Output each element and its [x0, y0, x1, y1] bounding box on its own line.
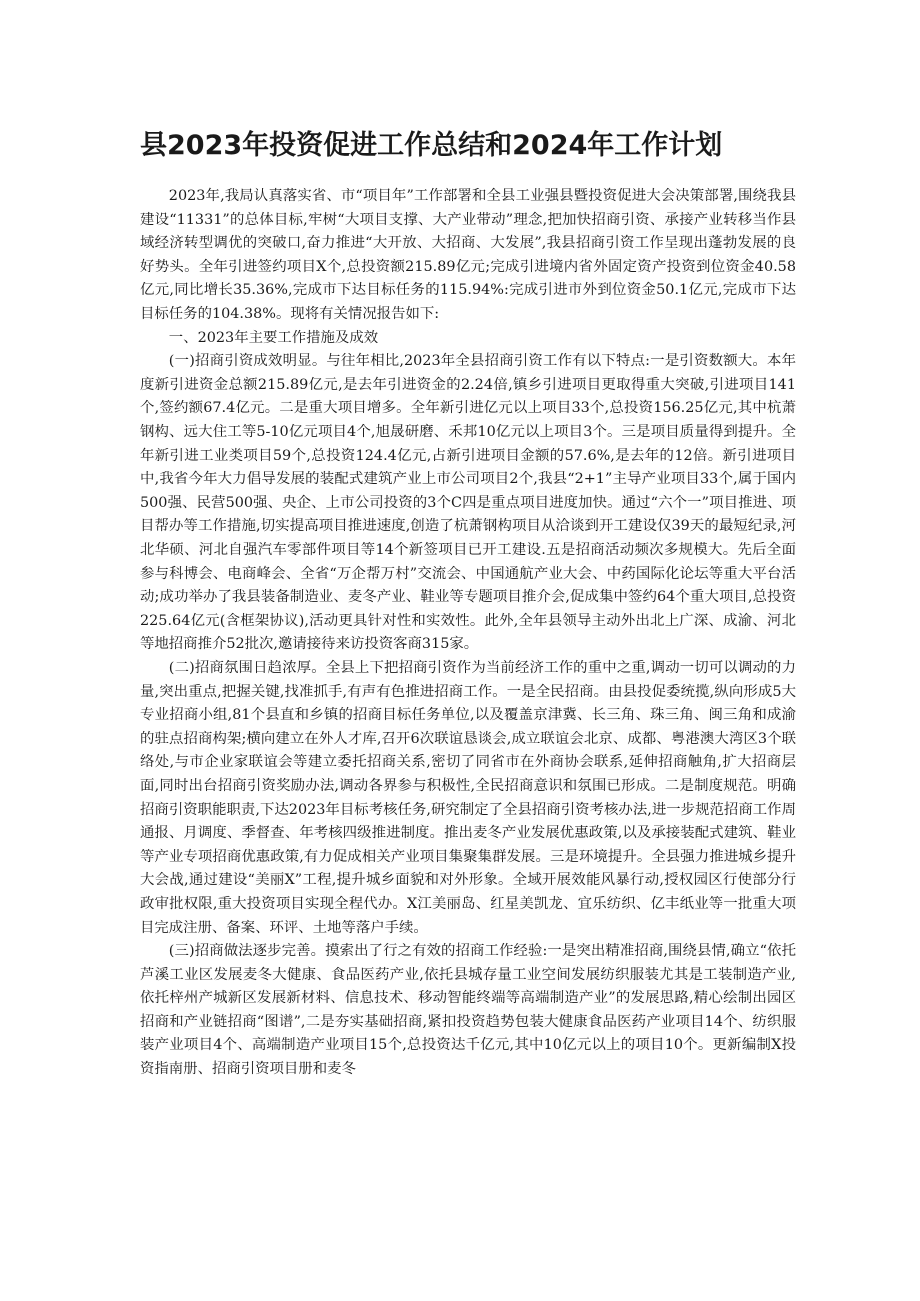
document-title: 县2023年投资促进工作总结和2024年工作计划: [140, 130, 723, 161]
section-heading: 一、2023年主要工作措施及成效: [168, 329, 379, 346]
body-paragraph-1: (一)招商引资成效明显。与往年相比,2023年全县招商引资工作有以下特点:一是引资数额大。本年度新引进资金总额215.89亿元,是去年引进资金的2.24倍,镇乡引进项目更取得重大突破,引进项目141个,签约额67.4亿元。二是重大项目增多。全年新引进亿元以上项目33个,总投资156.25亿元,其中杭萧钢构、远大住工等5-10亿元项目4个,旭晟研磨、禾邦10亿元以上项目3个。三是项目质量得到提升。全年新引进工业类项目59个,总投资124.4亿元,占新引进项目金额的57.6%,是去年的12倍。新引进项目中,我省今年大力倡导发展的装配式建筑产业上市公司项目2个,我县“2+1”主导产业项目33个,属于国内500强、民营500强、央企、上市公司投资的3个C四是重点项目进度加快。通过“六个一”项目推进、项目帮办等工作措施,切实提高项目推进速度,创造了杭萧钢构项目从洽谈到开工建设仅39天的最短纪录,河北华硕、河北自强汽车零部件项目等14个新签项目已开工建设.五是招商活动频次多规模大。先后全面参与科博会、电商峰会、全省“万企帮万村”交流会、中国通航产业大会、中药国际化论坛等重大平台活动;成功举办了我县装备制造业、麦冬产业、鞋业等专题项目推介会,促成集中签约64个重大项目,总投资225.64亿元(含框架协议),活动更具针对性和实效性。此外,全年县领导主动外出北上广深、成渝、河北等地招商推介52批次,邀请接待来访投资客商315家。: [140, 353, 796, 653]
body-paragraph-2: (二)招商氛围日趋浓厚。全县上下把招商引资作为当前经济工作的重中之重,调动一切可以调动的力量,突出重点,把握关键,找准抓手,有声有色推进招商工作。一是全民招商。由县投促委统揽,纵向形成5大专业招商小组,81个县直和乡镇的招商目标任务单位,以及覆盖京津冀、长三角、珠三角、闽三角和成渝的驻点招商构架;横向建立在外人才库,召开6次联谊恳谈会,成立联谊会北京、成都、粤港澳大湾区3个联络处,与市企业家联谊会等建立委托招商关系,密切了同省市在外商协会联系,延伸招商触角,扩大招商层面,同时出台招商引资奖励办法,调动各界参与积极性,全民招商意识和氛围已形成。二是制度规范。明确招商引资职能职责,下达2023年目标考核任务,研究制定了全县招商引资考核办法,进一步规范招商工作周通报、月调度、季督查、年考核四级推进制度。推出麦冬产业发展优惠政策,以及承接装配式建筑、鞋业等产业专项招商优惠政策,有力促成相关产业项目集聚集群发展。三是环境提升。全县强力推进城乡提升大会战,通过建设“美丽X”工程,提升城乡面貌和对外形象。全域开展效能风暴行动,授权园区行使部分行政审批权限,重大投资项目实现全程代办。X江美丽岛、红星美凯龙、宜乐纺织、亿丰纸业等一批重大项目完成注册、备案、环评、土地等落户手续。: [140, 659, 796, 936]
document-page: [140, 128, 796, 1082]
intro-paragraph: 2023年,我局认真落实省、市“项目年”工作部署和全县工业强县暨投资促进大会决策部署,围绕我县建设“11331”的总体目标,牢树“大项目支撑、大产业带动”理念,把加快招商引资、承接产业转移当作县域经济转型调优的突破口,奋力推进“大开放、大招商、大发展”,我县招商引资工作呈现出蓬勃发展的良好势头。全年引进签约项目X个,总投资额215.89亿元;完成引进境内省外固定资产投资到位资金40.58亿元,同比增长35.36%,完成市下达目标任务的115.94%:完成引进市外到位资金50.1亿元,完成市下达目标任务的104.38%。现将有关情况报告如下:: [140, 188, 796, 323]
body-paragraph-3: (三)招商做法逐步完善。摸索出了行之有效的招商工作经验:一是突出精准招商,围绕县情,确立“依托芦溪工业区发展麦冬大健康、食品医药产业,依托县城存量工业空间发展纺织服装尤其是工装制造产业,依托梓州产城新区发展新材料、信息技术、移动智能终端等高端制造产业”的发展思路,精心绘制出园区招商和产业链招商“图谱”,二是夯实基础招商,紧扣投资趋势包装大健康食品医药产业项目14个、纺织服装产业项目4个、高端制造产业项目15个,总投资达千亿元,其中10亿元以上的项目10个。更新编制X投资指南册、招商引资项目册和麦冬: [140, 943, 796, 1078]
